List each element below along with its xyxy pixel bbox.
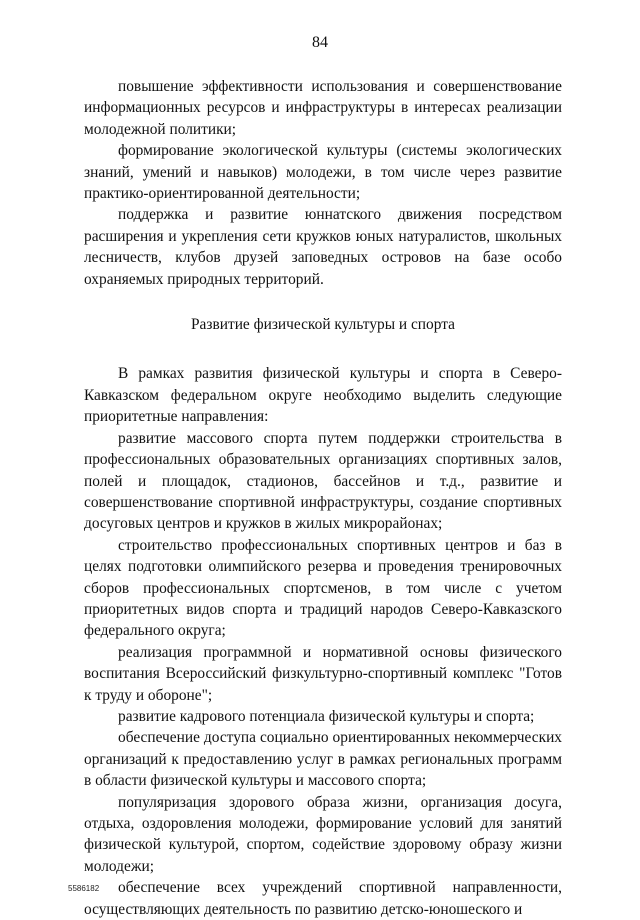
document-code: 5586182 [68,884,100,893]
document-body [84,76,562,920]
paragraph: формирование экологической культуры (системы экологических знаний, умений и навыков) молодежи, в том числе через развитие практико-ориентированной деятельности; [84,142,562,203]
paragraph: реализация программной и нормативной основы физического воспитания Всероссийский физкультурно-спортивный комплекс "Готов к труду и обороне"; [84,643,562,704]
page-number: 84 [312,34,328,51]
paragraph: обеспечение всех учреждений спортивной направленности, осуществляющих деятельность по развитию детско-юношеского и [84,879,562,918]
paragraph: поддержка и развитие юннатского движения посредством расширения и укрепления сети кружков юных натуралистов, школьных лесничеств, клубов друзей заповедных островов на базе особо охраняемых природных территорий. [84,206,562,288]
paragraph: В рамках развития физической культуры и спорта в Северо-Кавказском федеральном округе необходимо выделить следующие приоритетные направления: [84,365,562,426]
section-heading: Развитие физической культуры и спорта [191,316,455,334]
paragraph: популяризация здорового образа жизни, организация досуга, отдыха, оздоровления молодежи, формирование условий для занятий физической культурой, спортом, содействие здоровому образу жизни молодежи; [84,793,562,875]
paragraph: обеспечение доступа социально ориентированных некоммерческих организаций к предоставлению услуг в рамках региональных программ в области физической культуры и массового спорта; [84,729,562,790]
paragraph: развитие кадрового потенциала физической культуры и спорта; [118,707,535,725]
paragraph: повышение эффективности использования и совершенствование информационных ресурсов и инфраструктуры в интересах реализации молодежной политики; [84,78,562,138]
paragraph: развитие массового спорта путем поддержки строительства в профессиональных образовательных организациях спортивных залов, полей и площадок, стадионов, бассейнов и т.д., развитие и совершенствование спортивной инфраструктуры, создание спортивных досуговых центров и кружков в жилых микрорайонах; [84,429,562,533]
paragraph: строительство профессиональных спортивных центров и баз в целях подготовки олимпийского резерва и проведения тренировочных сборов профессиональных спортсменов, в том числе с учетом приоритетных видов спорта и традиций народов Северо-Кавказского федерального округа; [84,536,562,640]
